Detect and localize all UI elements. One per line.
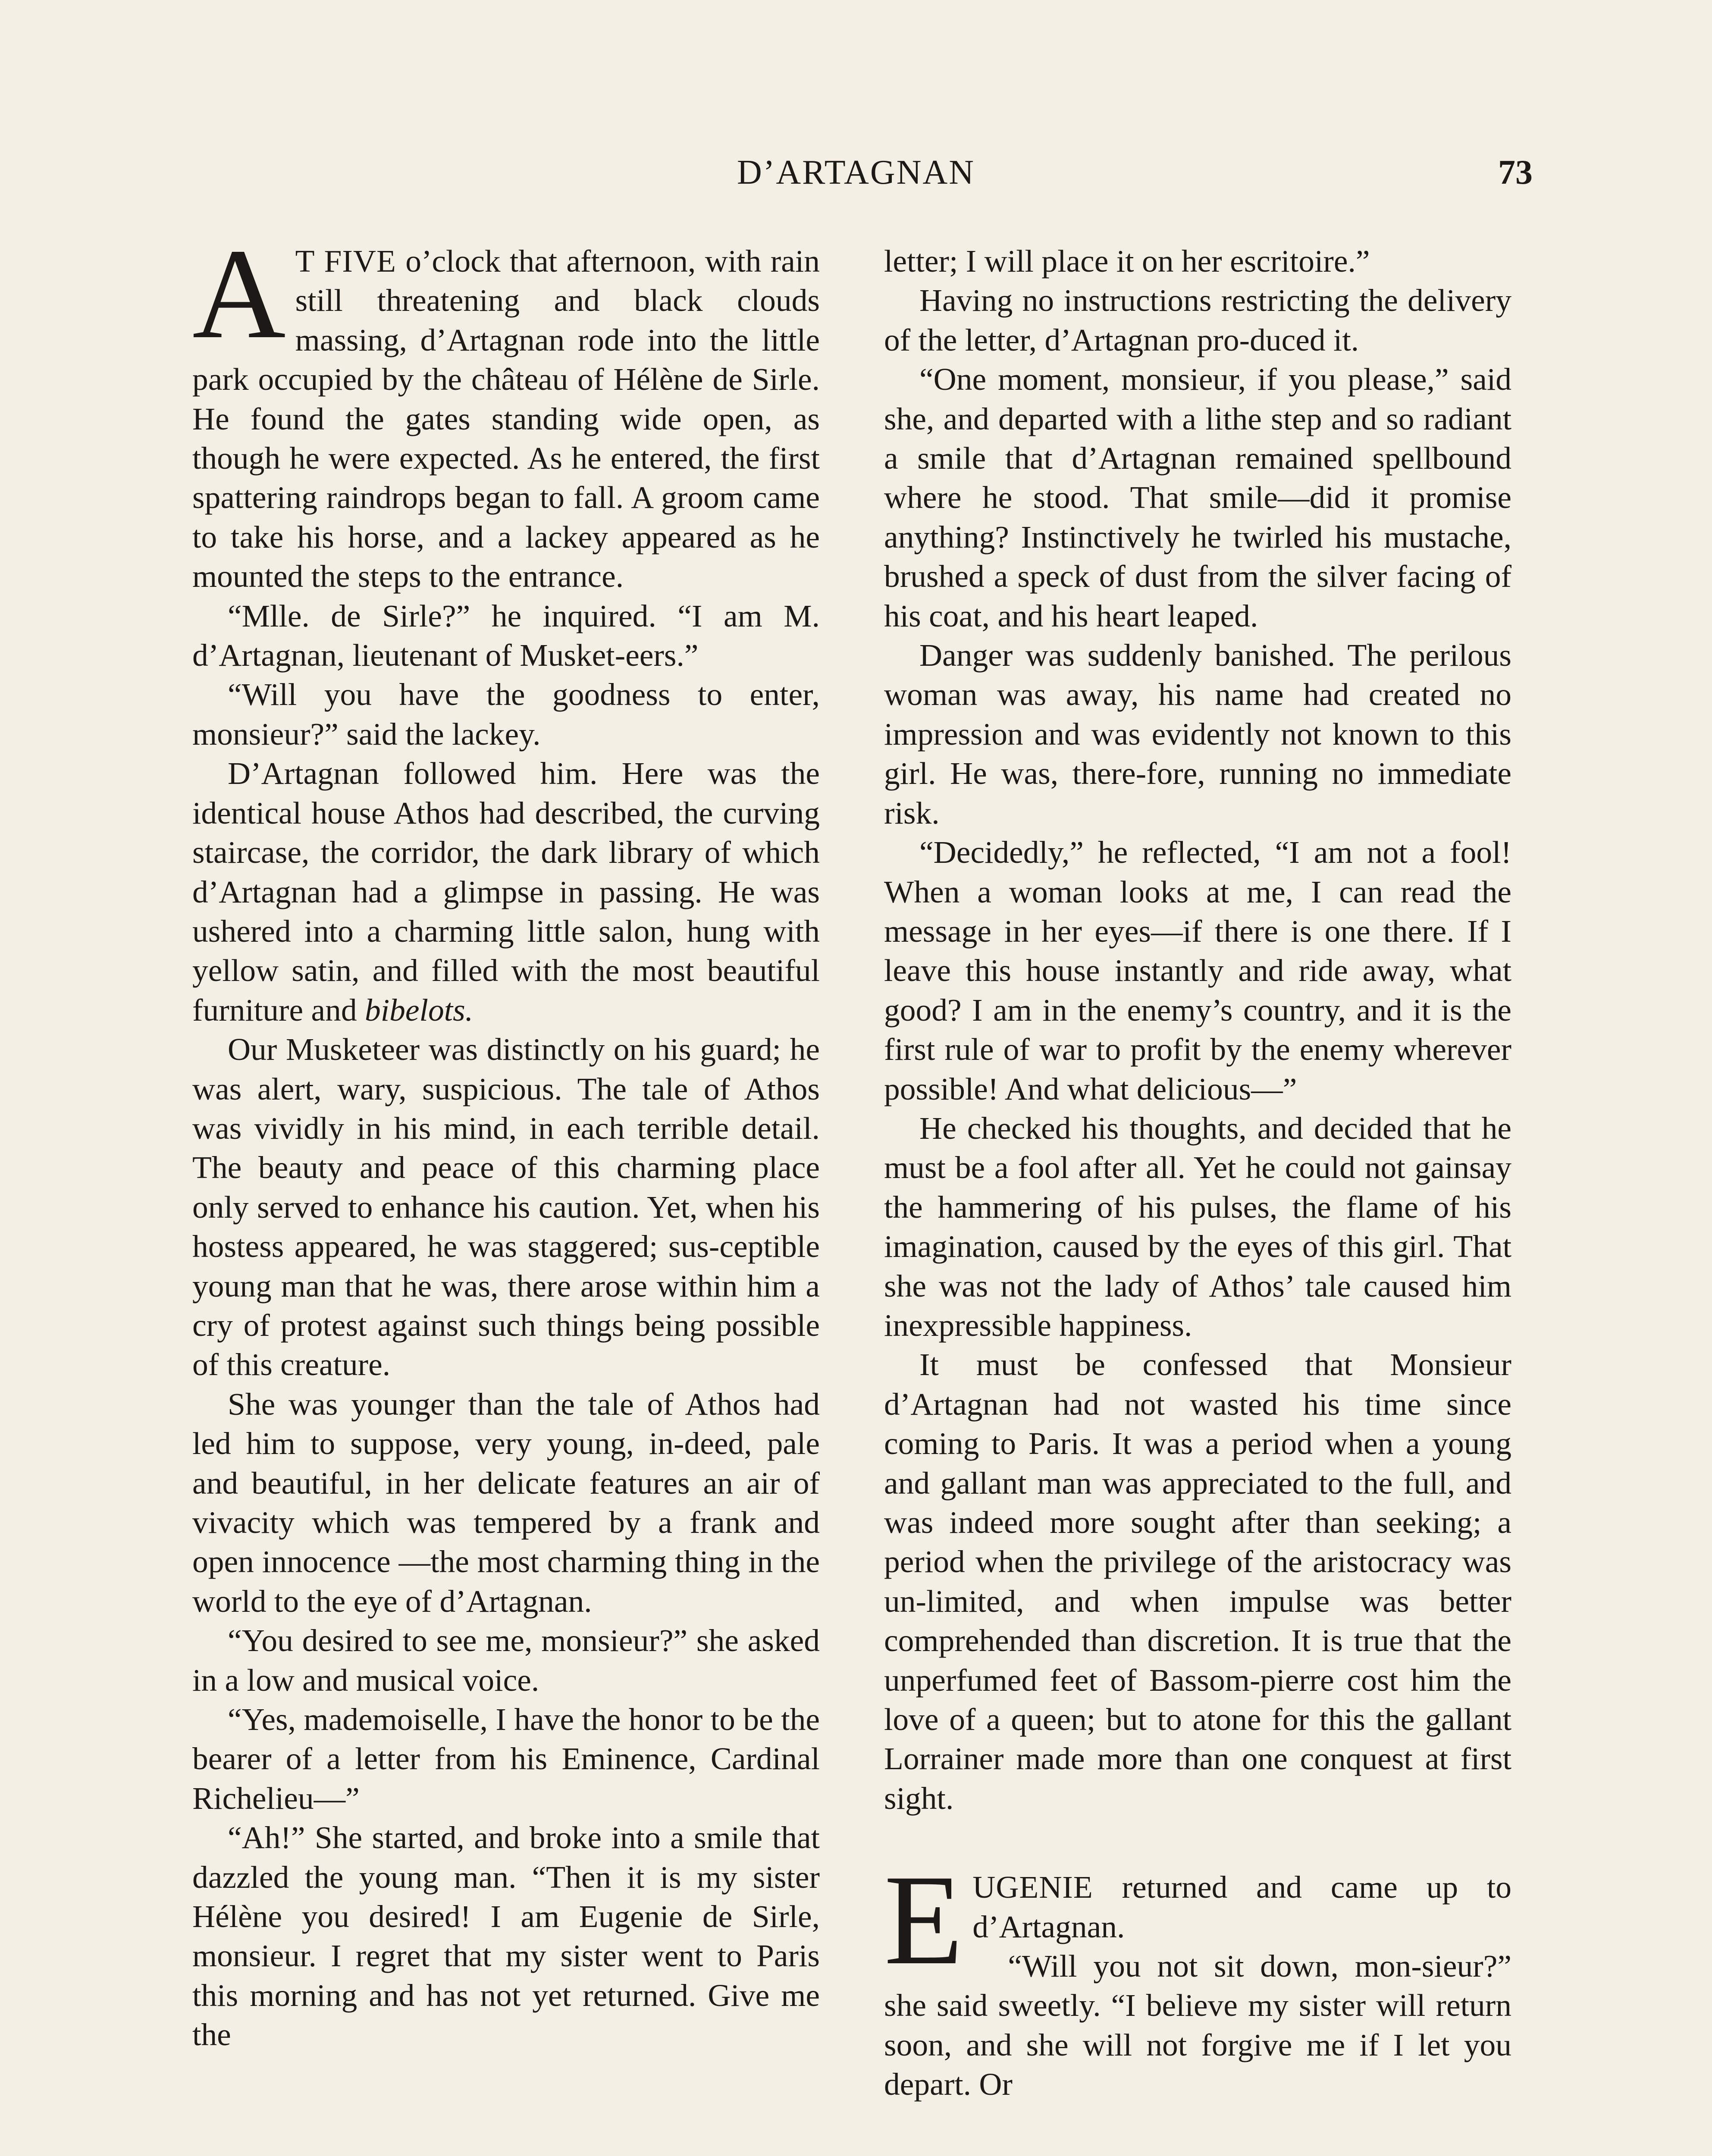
paragraph: Our Musketeer was distinctly on his guard; he was alert, wary, suspicious. The tale of Athos was vividly in his mind, in each terrible detail. The beauty and peace of this charming place only served to enhance his caution. Yet, when his hostess appeared, he was staggered; sus-ceptible young man that he was, there arose within him a cry of protest against such things being possible of this creature. bbox=[192, 1032, 820, 1382]
paragraph: He checked his thoughts, and decided that he must be a fool after all. Yet he could not gainsay the hammering of his pulses, the flame of his imagination, caused by the eyes of this girl. That she was not the lady of Athos’ tale caused him inexpressible happiness. bbox=[884, 1110, 1511, 1343]
drop-cap: E bbox=[884, 1848, 963, 1992]
paragraph: Having no instructions restricting the delivery of the letter, d’Artagnan pro-duced it. bbox=[884, 283, 1511, 357]
running-title: D’ARTAGNAN bbox=[737, 154, 975, 191]
paragraph: letter; I will place it on her escritoire.” bbox=[884, 244, 1370, 279]
paragraph: “Yes, mademoiselle, I have the honor to be the bearer of a letter from his Eminence, Cardinal Richelieu—” bbox=[192, 1702, 820, 1816]
lead-in: T FIVE bbox=[295, 244, 396, 279]
paragraph: “You desired to see me, monsieur?” she asked in a low and musical voice. bbox=[192, 1623, 820, 1698]
lead-in: UGENIE bbox=[972, 1870, 1093, 1905]
paragraph-text: D’Artagnan followed him. Here was the identical house Athos had described, the curving staircase, the corridor, the dark library of which d’Artagnan had a glimpse in passing. He was ushered into a charming little salon, hung with yellow satin, and filled with the most beautiful furniture and bbox=[192, 756, 820, 1028]
paragraph: Danger was suddenly banished. The perilous woman was away, his name had created no impression and was evidently not known to this girl. He was, there-fore, running no immediate risk. bbox=[884, 638, 1511, 830]
paragraph: “One moment, monsieur, if you please,” said she, and departed with a lithe step and so radiant a smile that d’Artagnan remained spellbound where he stood. That smile—did it promise anything? Instinctively he twirled his mustache, brushed a speck of dust from the silver facing of his coat, and his heart leaped. bbox=[884, 362, 1511, 633]
paragraph: “Will you not sit down, mon-sieur?” she said sweetly. “I believe my sister will return soon, and she will not forgive me if I let you depart. Or bbox=[884, 1949, 1511, 2102]
paragraph-text: o’clock that afternoon, with rain still threatening and black clouds massing, d’Artagnan rode into the little park occupied by the château of Hélène de Sirle. He found the gates standing wide open, as though he were expected. As he entered, the first spattering raindrops began to fall. A groom came to take his horse, and a lackey appeared as he mounted the steps to the entrance. bbox=[192, 244, 820, 594]
paragraph: She was younger than the tale of Athos had led him to suppose, very young, in-deed, pale and beautiful, in her delicate features an air of vivacity which was tempered by a frank and open innocence —the most charming thing in the world to the eye of d’Artagnan. bbox=[192, 1386, 820, 1619]
paragraph-text: returned and came up to d’Artagnan. bbox=[972, 1870, 1511, 1944]
paragraph: It must be confessed that Monsieur d’Artagnan had not wasted his time since coming to Paris. It was a period when a young and gallant man was appreciated to the full, and was indeed more sought after than seeking; a period when the privilege of the aristocracy was un-limited, and when impulse was better comprehended than discretion. It is true that the unperfumed feet of Bassom-pierre cost him the love of a queen; but to atone for this the gallant Lorrainer made more than one conquest at first sight. bbox=[884, 1347, 1511, 1816]
paragraph: “Ah!” She started, and broke into a smile that dazzled the young man. “Then it is my sister Hélène you desired! I am Eugenie de Sirle, monsieur. I regret that my sister went to Paris this morning and has not yet returned. Give me the bbox=[192, 1820, 820, 2053]
page-header bbox=[0, 153, 1712, 201]
section-break bbox=[884, 1818, 1511, 1868]
drop-cap: A bbox=[192, 222, 286, 365]
paragraph: “Decidedly,” he reflected, “I am not a fool! When a woman looks at me, I can read the message in her eyes—if there is one there. If I leave this house instantly and ride away, what good? I am in the enemy’s country, and it is the first rule of war to profit by the enemy wherever possible! And what delicious—” bbox=[884, 835, 1511, 1106]
right-column bbox=[884, 241, 1511, 2104]
italic-word: bibelots. bbox=[365, 992, 473, 1028]
section-opening-paragraph bbox=[884, 1848, 1511, 1992]
left-column bbox=[192, 222, 820, 2055]
paragraph bbox=[192, 754, 820, 1030]
page-number: 73 bbox=[1498, 154, 1533, 191]
paragraph: “Will you have the goodness to enter, monsieur?” said the lackey. bbox=[192, 677, 820, 752]
paragraph: “Mlle. de Sirle?” he inquired. “I am M. d’Artagnan, lieutenant of Musket-eers.” bbox=[192, 598, 820, 673]
opening-paragraph bbox=[192, 222, 820, 596]
